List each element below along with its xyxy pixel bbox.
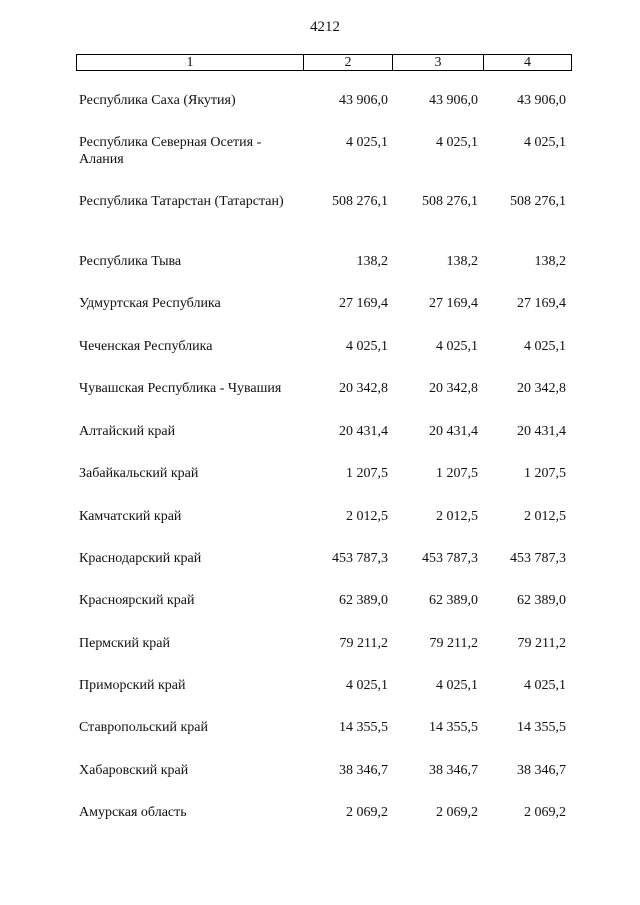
value-col-3: 20 342,8: [429, 381, 478, 396]
value-col-4: 20 431,4: [517, 424, 566, 439]
value-col-3: 38 346,7: [429, 763, 478, 778]
value-col-3: 4 025,1: [436, 339, 478, 354]
region-name: Алтайский край: [79, 424, 176, 439]
region-name: Амурская область: [79, 805, 187, 820]
region-name: Краснодарский край: [79, 551, 202, 566]
value-col-4: 20 342,8: [517, 381, 566, 396]
value-col-4: 79 211,2: [517, 636, 566, 651]
value-col-3: 43 906,0: [429, 93, 478, 108]
value-col-3: 20 431,4: [429, 424, 478, 439]
value-col-3: 27 169,4: [429, 296, 478, 311]
value-col-2: 1 207,5: [346, 466, 388, 481]
value-col-4: 453 787,3: [510, 551, 566, 566]
value-col-4: 4 025,1: [524, 678, 566, 693]
region-name: Чувашская Республика - Чувашия: [79, 381, 282, 396]
value-col-2: 79 211,2: [339, 636, 388, 651]
region-name: Пермский край: [79, 636, 170, 651]
value-col-2: 2 069,2: [346, 805, 388, 820]
value-col-2: 20 342,8: [339, 381, 388, 396]
value-col-3: 4 025,1: [436, 678, 478, 693]
value-col-3: 2 012,5: [436, 509, 478, 524]
value-col-4: 14 355,5: [517, 720, 566, 735]
value-col-2: 43 906,0: [339, 93, 388, 108]
value-col-2: 4 025,1: [346, 339, 388, 354]
value-col-4: 27 169,4: [517, 296, 566, 311]
region-name: Приморский край: [79, 678, 186, 693]
region-name: Республика Татарстан (Татарстан): [79, 194, 284, 209]
value-col-2: 20 431,4: [339, 424, 388, 439]
value-col-4: 62 389,0: [517, 593, 566, 608]
value-col-2: 38 346,7: [339, 763, 388, 778]
region-name: Республика Саха (Якутия): [79, 93, 236, 108]
value-col-4: 138,2: [534, 254, 566, 269]
value-col-3: 14 355,5: [429, 720, 478, 735]
region-name: Хабаровский край: [79, 763, 189, 778]
value-col-2: 2 012,5: [346, 509, 388, 524]
value-col-3: 453 787,3: [422, 551, 478, 566]
value-col-3: 4 025,1: [436, 135, 478, 150]
value-col-4: 508 276,1: [510, 194, 566, 209]
value-col-4: 38 346,7: [517, 763, 566, 778]
value-col-4: 1 207,5: [524, 466, 566, 481]
value-col-2: 453 787,3: [332, 551, 388, 566]
page-number: 4212: [310, 19, 340, 35]
column-header-1: 1: [77, 55, 304, 70]
value-col-3: 62 389,0: [429, 593, 478, 608]
value-col-3: 2 069,2: [436, 805, 478, 820]
value-col-3: 79 211,2: [429, 636, 478, 651]
value-col-4: 43 906,0: [517, 93, 566, 108]
region-name: Республика Тыва: [79, 254, 182, 269]
value-col-3: 1 207,5: [436, 466, 478, 481]
value-col-3: 508 276,1: [422, 194, 478, 209]
region-name: Забайкальский край: [79, 466, 199, 481]
value-col-3: 138,2: [446, 254, 478, 269]
value-col-4: 2 012,5: [524, 509, 566, 524]
value-col-4: 2 069,2: [524, 805, 566, 820]
column-header-4: 4: [524, 55, 531, 70]
value-col-4: 4 025,1: [524, 339, 566, 354]
region-name: Удмуртская Республика: [79, 296, 221, 311]
column-header-2: 2: [304, 55, 393, 70]
value-col-2: 27 169,4: [339, 296, 388, 311]
value-col-2: 4 025,1: [346, 678, 388, 693]
region-name: Чеченская Республика: [79, 339, 213, 354]
value-col-2: 138,2: [356, 254, 388, 269]
region-name: Ставропольский край: [79, 720, 208, 735]
table-header: [76, 54, 572, 71]
value-col-2: 4 025,1: [346, 135, 388, 150]
column-header-3: 3: [393, 55, 484, 70]
region-name: Камчатский край: [79, 509, 182, 524]
value-col-4: 4 025,1: [524, 135, 566, 150]
value-col-2: 14 355,5: [339, 720, 388, 735]
region-name: Красноярский край: [79, 593, 195, 608]
region-name: Республика Северная Осетия - Алания: [79, 135, 262, 167]
value-col-2: 508 276,1: [332, 194, 388, 209]
value-col-2: 62 389,0: [339, 593, 388, 608]
